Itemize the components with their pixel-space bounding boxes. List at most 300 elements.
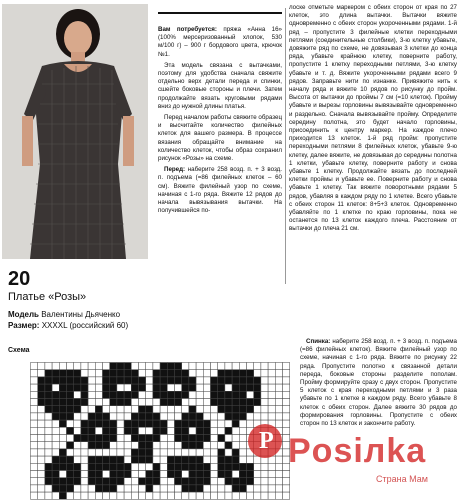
empty-cell <box>146 399 153 406</box>
filled-cell <box>239 377 246 384</box>
filled-cell <box>146 449 153 456</box>
empty-cell <box>203 456 210 463</box>
filled-cell <box>160 391 167 398</box>
filled-cell <box>182 377 189 384</box>
filled-cell <box>167 391 174 398</box>
filled-cell <box>59 384 66 391</box>
empty-cell <box>139 485 146 492</box>
empty-cell <box>88 399 95 406</box>
filled-cell <box>110 384 117 391</box>
filled-cell <box>45 384 52 391</box>
empty-cell <box>131 406 138 413</box>
filled-cell <box>146 478 153 485</box>
empty-cell <box>275 478 282 485</box>
empty-cell <box>45 363 52 370</box>
filled-cell <box>225 471 232 478</box>
empty-cell <box>95 449 102 456</box>
empty-cell <box>232 442 239 449</box>
empty-cell <box>211 420 218 427</box>
empty-cell <box>203 391 210 398</box>
filled-cell <box>225 370 232 377</box>
empty-cell <box>283 420 290 427</box>
empty-cell <box>254 463 261 470</box>
empty-cell <box>203 363 210 370</box>
filled-cell <box>189 456 196 463</box>
empty-cell <box>175 449 182 456</box>
empty-cell <box>268 478 275 485</box>
filled-cell <box>117 377 124 384</box>
filled-cell <box>153 377 160 384</box>
empty-cell <box>167 492 174 499</box>
empty-cell <box>182 399 189 406</box>
empty-cell <box>31 420 38 427</box>
empty-cell <box>203 449 210 456</box>
filled-cell <box>59 377 66 384</box>
filled-cell <box>81 391 88 398</box>
filled-cell <box>59 406 66 413</box>
filled-cell <box>153 384 160 391</box>
empty-cell <box>268 370 275 377</box>
filled-cell <box>232 463 239 470</box>
filled-cell <box>218 463 225 470</box>
front-heading: Перед: <box>164 166 186 174</box>
back-heading: Спинка: <box>306 338 331 345</box>
filled-cell <box>196 456 203 463</box>
filled-cell <box>117 478 124 485</box>
filled-cell <box>225 413 232 420</box>
empty-cell <box>239 442 246 449</box>
filled-cell <box>59 492 66 499</box>
filled-cell <box>139 413 146 420</box>
empty-cell <box>160 485 167 492</box>
filled-cell <box>45 377 52 384</box>
filled-cell <box>103 485 110 492</box>
empty-cell <box>196 406 203 413</box>
filled-cell <box>247 399 254 406</box>
empty-cell <box>261 413 268 420</box>
empty-cell <box>261 471 268 478</box>
empty-cell <box>283 492 290 499</box>
empty-cell <box>81 442 88 449</box>
empty-cell <box>167 442 174 449</box>
filled-cell <box>146 442 153 449</box>
filled-cell <box>67 427 74 434</box>
empty-cell <box>38 413 45 420</box>
empty-cell <box>211 370 218 377</box>
empty-cell <box>218 420 225 427</box>
filled-cell <box>38 391 45 398</box>
empty-cell <box>239 456 246 463</box>
filled-cell <box>67 384 74 391</box>
empty-cell <box>59 471 66 478</box>
empty-cell <box>211 442 218 449</box>
filled-cell <box>103 478 110 485</box>
empty-cell <box>225 485 232 492</box>
filled-cell <box>67 456 74 463</box>
empty-cell <box>38 478 45 485</box>
empty-cell <box>182 406 189 413</box>
filled-cell <box>153 435 160 442</box>
filled-cell <box>167 363 174 370</box>
empty-cell <box>160 478 167 485</box>
filled-cell <box>59 420 66 427</box>
empty-cell <box>211 406 218 413</box>
empty-cell <box>95 391 102 398</box>
filled-cell <box>88 456 95 463</box>
empty-cell <box>182 449 189 456</box>
front-paragraph <box>158 166 282 215</box>
filled-cell <box>124 391 131 398</box>
empty-cell <box>175 492 182 499</box>
empty-cell <box>239 363 246 370</box>
filled-cell <box>67 463 74 470</box>
filled-cell <box>247 406 254 413</box>
empty-cell <box>283 391 290 398</box>
empty-cell <box>261 391 268 398</box>
empty-cell <box>95 492 102 499</box>
empty-cell <box>117 442 124 449</box>
empty-cell <box>146 363 153 370</box>
empty-cell <box>261 463 268 470</box>
empty-cell <box>74 413 81 420</box>
empty-cell <box>88 391 95 398</box>
empty-cell <box>74 391 81 398</box>
filled-cell <box>146 413 153 420</box>
empty-cell <box>81 492 88 499</box>
filled-cell <box>45 463 52 470</box>
empty-cell <box>81 449 88 456</box>
filled-cell <box>95 442 102 449</box>
model-credit <box>8 310 120 319</box>
filled-cell <box>124 427 131 434</box>
filled-cell <box>218 456 225 463</box>
pattern-number: 20 <box>8 268 31 290</box>
empty-cell <box>59 442 66 449</box>
filled-cell <box>167 456 174 463</box>
empty-cell <box>261 377 268 384</box>
empty-cell <box>81 363 88 370</box>
filled-cell <box>203 471 210 478</box>
empty-cell <box>182 363 189 370</box>
filled-cell <box>182 420 189 427</box>
empty-cell <box>153 363 160 370</box>
filled-cell <box>139 377 146 384</box>
empty-cell <box>225 449 232 456</box>
empty-cell <box>124 413 131 420</box>
filled-cell <box>160 384 167 391</box>
empty-cell <box>67 449 74 456</box>
filled-cell <box>247 370 254 377</box>
empty-cell <box>283 478 290 485</box>
filled-cell <box>203 427 210 434</box>
filled-cell <box>67 391 74 398</box>
filled-cell <box>131 377 138 384</box>
filled-cell <box>95 413 102 420</box>
filled-cell <box>52 406 59 413</box>
empty-cell <box>261 492 268 499</box>
filled-cell <box>160 377 167 384</box>
empty-cell <box>160 463 167 470</box>
empty-cell <box>38 471 45 478</box>
filled-cell <box>239 370 246 377</box>
empty-cell <box>232 363 239 370</box>
filled-cell <box>189 413 196 420</box>
empty-cell <box>31 399 38 406</box>
filled-cell <box>52 391 59 398</box>
empty-cell <box>167 384 174 391</box>
empty-cell <box>81 478 88 485</box>
watermark-title: Posiлka <box>288 432 427 470</box>
empty-cell <box>218 363 225 370</box>
filled-cell <box>232 391 239 398</box>
filled-cell <box>189 463 196 470</box>
empty-cell <box>38 370 45 377</box>
empty-cell <box>31 427 38 434</box>
filled-cell <box>232 370 239 377</box>
empty-cell <box>103 449 110 456</box>
empty-cell <box>232 427 239 434</box>
empty-cell <box>247 456 254 463</box>
empty-cell <box>139 463 146 470</box>
filled-cell <box>95 406 102 413</box>
empty-cell <box>38 406 45 413</box>
filled-cell <box>239 478 246 485</box>
filled-cell <box>103 377 110 384</box>
empty-cell <box>52 492 59 499</box>
empty-cell <box>261 399 268 406</box>
filled-cell <box>203 463 210 470</box>
filled-cell <box>189 471 196 478</box>
filled-cell <box>59 391 66 398</box>
empty-cell <box>254 485 261 492</box>
empty-cell <box>131 492 138 499</box>
empty-cell <box>211 413 218 420</box>
empty-cell <box>211 478 218 485</box>
empty-cell <box>218 427 225 434</box>
empty-cell <box>275 384 282 391</box>
filled-cell <box>81 420 88 427</box>
empty-cell <box>117 449 124 456</box>
back-paragraph <box>300 338 457 428</box>
empty-cell <box>146 391 153 398</box>
empty-cell <box>103 363 110 370</box>
empty-cell <box>275 463 282 470</box>
filled-cell <box>182 370 189 377</box>
empty-cell <box>239 420 246 427</box>
filled-cell <box>160 420 167 427</box>
empty-cell <box>31 384 38 391</box>
filled-cell <box>225 478 232 485</box>
filled-cell <box>110 363 117 370</box>
filled-cell <box>110 485 117 492</box>
model-label: Модель <box>8 310 39 319</box>
empty-cell <box>182 492 189 499</box>
empty-cell <box>81 370 88 377</box>
empty-cell <box>38 492 45 499</box>
filled-cell <box>131 449 138 456</box>
filled-cell <box>139 406 146 413</box>
empty-cell <box>45 435 52 442</box>
empty-cell <box>211 435 218 442</box>
empty-cell <box>275 456 282 463</box>
empty-cell <box>31 485 38 492</box>
empty-cell <box>153 492 160 499</box>
column-divider <box>285 8 286 284</box>
filled-cell <box>211 391 218 398</box>
empty-cell <box>124 384 131 391</box>
filled-cell <box>45 471 52 478</box>
filled-cell <box>225 427 232 434</box>
empty-cell <box>38 456 45 463</box>
filled-cell <box>211 384 218 391</box>
empty-cell <box>117 384 124 391</box>
filled-cell <box>124 370 131 377</box>
filled-cell <box>103 456 110 463</box>
back-text: наберите 258 возд. п. + 3 возд. п. подъема (=86 филейных клеток). Вяжите филейный узор по схеме, начиная с 1-го ряда. Вяжите по рисунку 22 ряда. Пропустите полотно к связанной детали переда, боковые стороны разделите пополам. Пройму формируйте сразу с двух сторон. Пропустите 5 клеток с края переходными петлями и 3 раза убавьте по 1 клетке в каждом ряду. Всего убавьте 8 клеток с обеих сторон. Далее вяжите 30 рядов до формирования горловины. Пропустите с обеих сторон по 13 клеток и закончите работу. <box>300 338 457 428</box>
empty-cell <box>38 449 45 456</box>
empty-cell <box>52 420 59 427</box>
empty-cell <box>31 442 38 449</box>
empty-cell <box>31 370 38 377</box>
filled-cell <box>52 471 59 478</box>
empty-cell <box>268 377 275 384</box>
filled-cell <box>225 442 232 449</box>
filled-cell <box>182 463 189 470</box>
empty-cell <box>218 492 225 499</box>
filled-cell <box>239 485 246 492</box>
filled-cell <box>239 384 246 391</box>
empty-cell <box>31 413 38 420</box>
filled-cell <box>103 413 110 420</box>
empty-cell <box>239 427 246 434</box>
empty-cell <box>103 399 110 406</box>
filled-cell <box>196 471 203 478</box>
filled-cell <box>81 435 88 442</box>
empty-cell <box>74 420 81 427</box>
empty-cell <box>153 442 160 449</box>
empty-cell <box>117 427 124 434</box>
empty-cell <box>117 413 124 420</box>
empty-cell <box>268 492 275 499</box>
empty-cell <box>88 449 95 456</box>
filled-cell <box>254 384 261 391</box>
filled-cell <box>189 478 196 485</box>
pattern-title: Платье «Розы» <box>8 291 87 303</box>
filled-cell <box>81 399 88 406</box>
filled-cell <box>103 463 110 470</box>
filled-cell <box>88 478 95 485</box>
filled-cell <box>167 463 174 470</box>
empty-cell <box>81 463 88 470</box>
empty-cell <box>275 420 282 427</box>
filled-cell <box>67 478 74 485</box>
empty-cell <box>203 384 210 391</box>
filled-cell <box>182 485 189 492</box>
empty-cell <box>254 471 261 478</box>
filled-cell <box>211 377 218 384</box>
empty-cell <box>211 456 218 463</box>
empty-cell <box>225 435 232 442</box>
empty-cell <box>167 485 174 492</box>
filled-cell <box>67 399 74 406</box>
empty-cell <box>38 463 45 470</box>
empty-cell <box>74 492 81 499</box>
filled-cell <box>59 456 66 463</box>
filled-cell <box>218 399 225 406</box>
empty-cell <box>167 427 174 434</box>
filled-cell <box>45 391 52 398</box>
filled-cell <box>88 442 95 449</box>
filled-cell <box>59 478 66 485</box>
filled-cell <box>254 399 261 406</box>
empty-cell <box>225 492 232 499</box>
empty-cell <box>67 420 74 427</box>
empty-cell <box>189 492 196 499</box>
empty-cell <box>268 471 275 478</box>
empty-cell <box>167 478 174 485</box>
filled-cell <box>225 456 232 463</box>
empty-cell <box>45 485 52 492</box>
filled-cell <box>88 435 95 442</box>
empty-cell <box>131 471 138 478</box>
empty-cell <box>275 391 282 398</box>
model-photo <box>2 4 148 259</box>
filled-cell <box>175 399 182 406</box>
empty-cell <box>275 377 282 384</box>
empty-cell <box>268 363 275 370</box>
empty-cell <box>88 492 95 499</box>
filled-cell <box>211 399 218 406</box>
empty-cell <box>211 485 218 492</box>
empty-cell <box>31 363 38 370</box>
filled-cell <box>218 370 225 377</box>
filled-cell <box>124 420 131 427</box>
filled-cell <box>153 420 160 427</box>
filled-cell <box>74 377 81 384</box>
filled-cell <box>225 399 232 406</box>
filled-cell <box>196 435 203 442</box>
empty-cell <box>196 363 203 370</box>
empty-cell <box>160 471 167 478</box>
empty-cell <box>52 435 59 442</box>
filled-cell <box>182 413 189 420</box>
empty-cell <box>167 406 174 413</box>
filled-cell <box>167 471 174 478</box>
filled-cell <box>38 377 45 384</box>
filled-cell <box>103 442 110 449</box>
filled-cell <box>218 435 225 442</box>
empty-cell <box>275 492 282 499</box>
filled-cell <box>189 406 196 413</box>
empty-cell <box>153 449 160 456</box>
empty-cell <box>261 384 268 391</box>
filled-cell <box>67 370 74 377</box>
filled-cell <box>74 435 81 442</box>
empty-cell <box>95 377 102 384</box>
empty-cell <box>203 442 210 449</box>
empty-cell <box>52 363 59 370</box>
filled-cell <box>239 406 246 413</box>
filled-cell <box>103 435 110 442</box>
empty-cell <box>196 391 203 398</box>
empty-cell <box>52 449 59 456</box>
filled-cell <box>124 399 131 406</box>
filled-cell <box>203 478 210 485</box>
intro-paragraph: Эта модель связана с вытачками, поэтому для удобства сначала свяжите отдельно верх детали переда и спинки, сшейте боковые стороны и плечи. Затем продолжайте вязать круговыми рядами вниз до нужной длины платья. <box>158 61 282 110</box>
filled-cell <box>160 427 167 434</box>
empty-cell <box>31 391 38 398</box>
model-author: Валентины Дьяченко <box>41 310 121 319</box>
